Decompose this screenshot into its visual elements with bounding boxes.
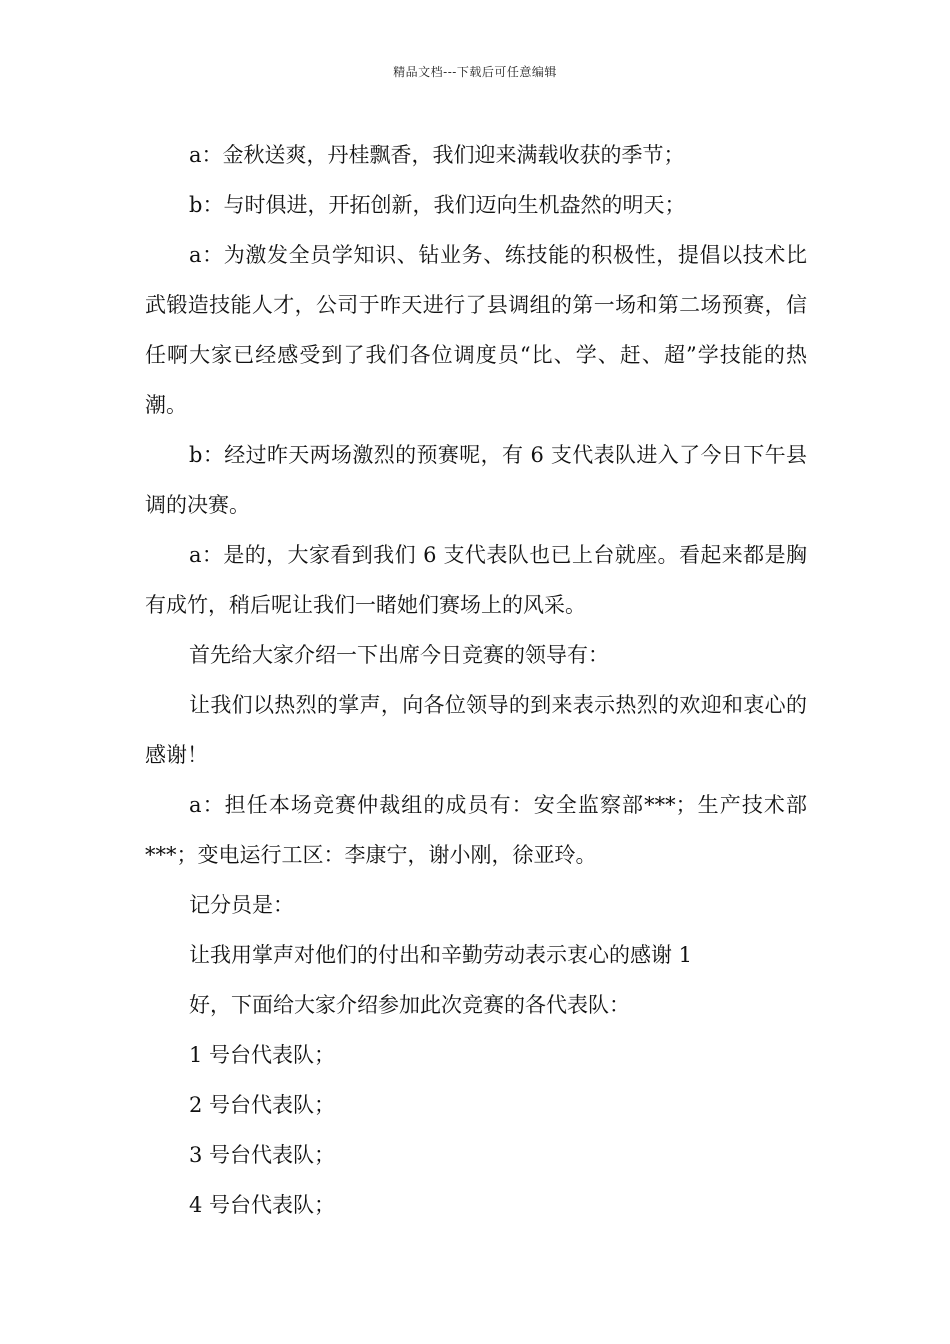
paragraph: a：为激发全员学知识、钻业务、练技能的积极性，提倡以技术比武锻造技能人才，公司于昨天进行了县调组的第一场和第二场预赛，信任啊大家已经感受到了我们各位调度员“比、学、赶、超”学技能的热潮。	[145, 243, 807, 417]
paragraph: a：担任本场竞赛仲裁组的成员有：安全监察部***；生产技术部***；变电运行工区：李康宁，谢小刚，徐亚玲。	[145, 793, 807, 867]
paragraph: 让我用掌声对他们的付出和辛勤劳动表示衷心的感谢 1	[189, 943, 693, 967]
paragraph: 好，下面给大家介绍参加此次竞赛的各代表队：	[189, 993, 630, 1017]
paragraph: b：与时俱进，开拓创新，我们迈向生机盎然的明天；	[189, 193, 686, 217]
document-body	[145, 130, 807, 1230]
paragraph: 2 号台代表队；	[189, 1093, 336, 1117]
paragraph: 让我们以热烈的掌声，向各位领导的到来表示热烈的欢迎和衷心的感谢！	[145, 693, 807, 767]
paragraph: b：经过昨天两场激烈的预赛呢，有 6 支代表队进入了今日下午县调的决赛。	[145, 443, 807, 517]
paragraph: a：金秋送爽，丹桂飘香，我们迎来满载收获的季节；	[189, 143, 685, 167]
paragraph: 3 号台代表队；	[189, 1143, 336, 1167]
paragraph: 4 号台代表队；	[189, 1193, 336, 1217]
paragraph: a：是的，大家看到我们 6 支代表队也已上台就座。看起来都是胸有成竹，稍后呢让我们一睹她们赛场上的风采。	[145, 543, 807, 617]
page-header: 精品文档---下载后可任意编辑	[393, 65, 557, 79]
paragraph: 1 号台代表队；	[189, 1043, 336, 1067]
paragraph: 首先给大家介绍一下出席今日竞赛的领导有：	[189, 643, 609, 667]
paragraph: 记分员是：	[189, 893, 294, 917]
